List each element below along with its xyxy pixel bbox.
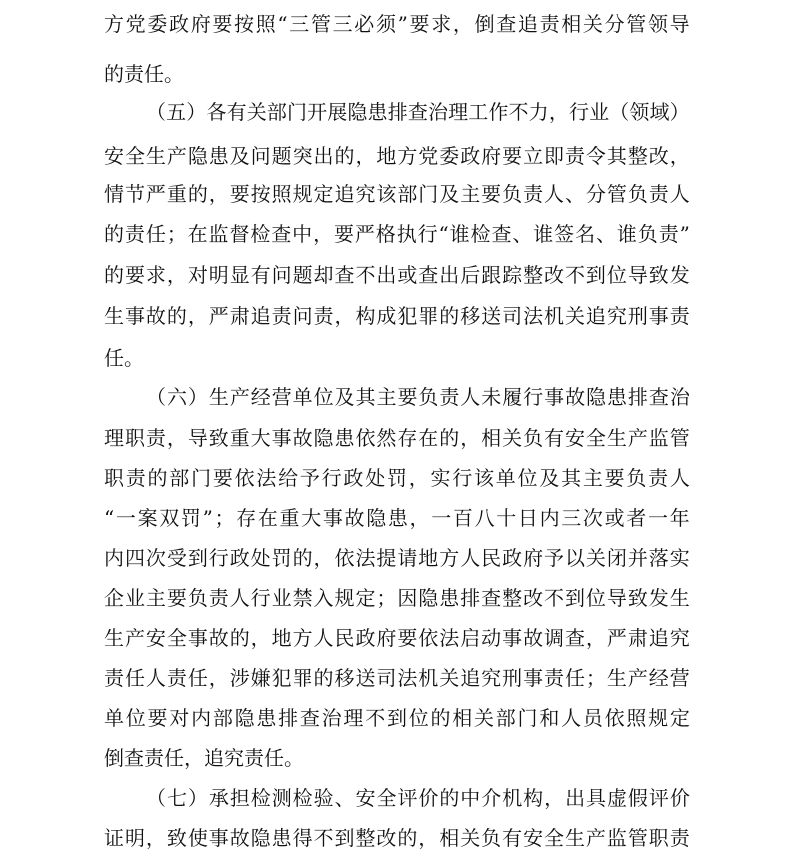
text-line: 任。 [104, 346, 144, 370]
paragraph-heading-seven: （ 七 ） 承 担 检 测 检 验 、 安 全 评 价 的 中 介 机 构 ， 出 具 虚 假 评 价 [146, 786, 690, 810]
text-line: 责 任 人 责 任 ， 涉 嫌 犯 罪 的 移 送 司 法 机 关 追 究 刑 事 责 任 ； 生 产 经 营 [104, 666, 690, 690]
text-line: 情 节 严 重 的 ， 要 按 照 规 定 追 究 该 部 门 及 主 要 负 责 人 、 分 管 负 责 人 [104, 182, 690, 206]
text-line: 倒查责任，追究责任。 [104, 746, 304, 770]
text-line: 的 责 任 ； 在 监 督 检 查 中 ， 要 严 格 执 行 “ 谁 检 查 、 谁 签 名 、 谁 负 责 ” [104, 222, 690, 246]
text-line: 证 明 ， 致 使 事 故 隐 患 得 不 到 整 改 的 ， 相 关 负 有 安 全 生 产 监 管 职 责 [104, 826, 690, 850]
text-line: 企 业 主 要 负 责 人 行 业 禁 入 规 定 ； 因 隐 患 排 查 整 改 不 到 位 导 致 发 生 [104, 586, 690, 610]
text-line: 生 产 安 全 事 故 的 ， 地 方 人 民 政 府 要 依 法 启 动 事 故 调 查 ， 严 肃 追 究 [104, 626, 690, 650]
text-line: 生 事 故 的 ， 严 肃 追 责 问 责 ， 构 成 犯 罪 的 移 送 司 法 机 关 追 究 刑 事 责 [104, 304, 690, 328]
text-line: 单 位 要 对 内 部 隐 患 排 查 治 理 不 到 位 的 相 关 部 门 和 人 员 依 照 规 定 [104, 706, 690, 730]
text-line: 职 责 的 部 门 要 依 法 给 予 行 政 处 罚 ， 实 行 该 单 位 及 其 主 要 负 责 人 [104, 466, 690, 490]
text-line: 的 要 求 ， 对 明 显 有 问 题 却 查 不 出 或 查 出 后 跟 踪 整 改 不 到 位 导 致 发 [104, 263, 690, 287]
text-line: 方 党 委 政 府 要 按 照 “ 三 管 三 必 须 ” 要 求 ， 倒 查 追 责 相 关 分 管 领 导 [104, 12, 690, 36]
text-line: 理 职 责 ， 导 致 重 大 事 故 隐 患 依 然 存 在 的 ， 相 关 负 有 安 全 生 产 监 管 [104, 426, 690, 450]
text-line: 的责任。 [104, 62, 184, 86]
paragraph-heading-six: （ 六 ） 生 产 经 营 单 位 及 其 主 要 负 责 人 未 履 行 事 故 隐 患 排 查 治 [146, 385, 690, 409]
paragraph-heading-five: （ 五 ） 各 有 关 部 门 开 展 隐 患 排 查 治 理 工 作 不 力 ， 行 业 （ 领 域 ） [146, 100, 690, 124]
text-line: 内 四 次 受 到 行 政 处 罚 的 ， 依 法 提 请 地 方 人 民 政 府 予 以 关 闭 并 落 实 [104, 546, 690, 570]
text-line: “ 一 案 双 罚 ” ； 存 在 重 大 事 故 隐 患 ， 一 百 八 十 日 内 三 次 或 者 一 年 [104, 506, 690, 530]
text-line: 安 全 生 产 隐 患 及 问 题 突 出 的 ， 地 方 党 委 政 府 要 立 即 责 令 其 整 改 ， [104, 144, 690, 168]
